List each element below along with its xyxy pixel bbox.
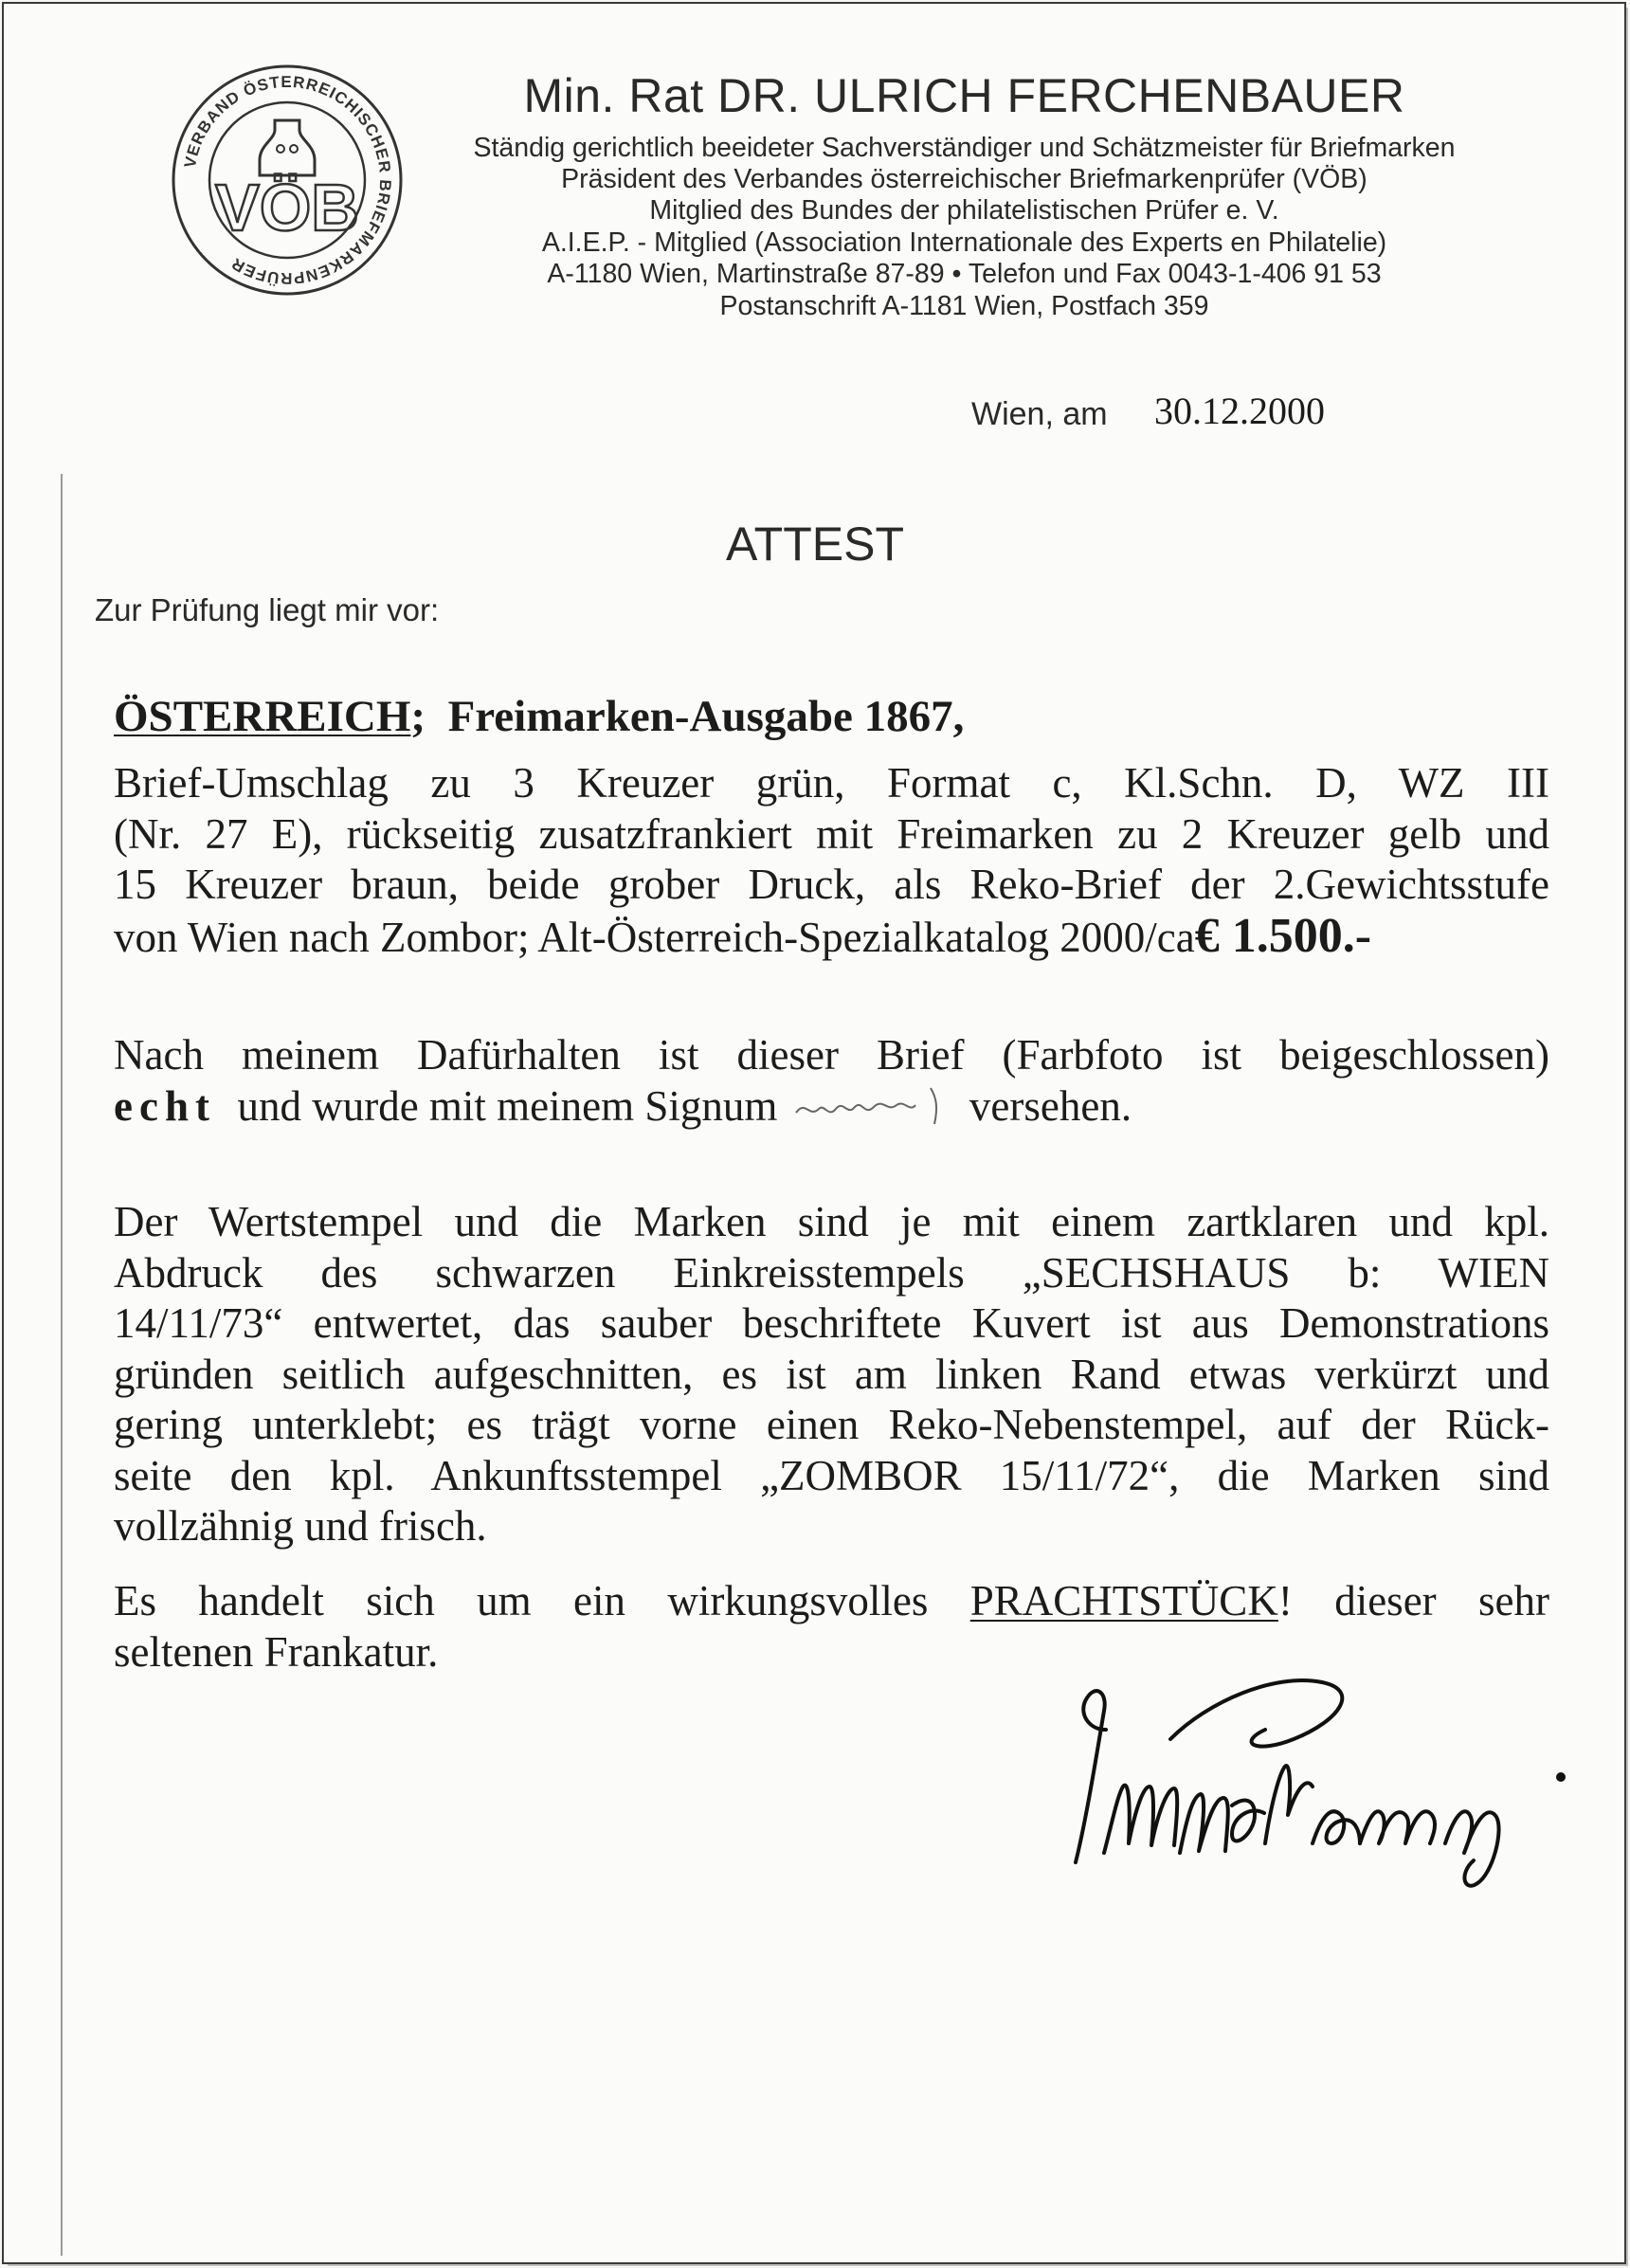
description-line: 15 Kreuzer braun, beide grober Druck, als Reko-Brief der 2.Gewichtsstufe	[114, 861, 1549, 908]
signum-mark	[788, 1082, 959, 1130]
left-margin-line	[61, 474, 63, 2256]
document-title: ATTEST	[726, 517, 904, 571]
description-last-text: von Wien nach Zombor; Alt-Österreich-Spezialkatalog 2000/ca	[114, 913, 1195, 961]
opinion-line	[114, 1081, 1549, 1133]
handwritten-signature	[1038, 1663, 1587, 1900]
description-line-last	[114, 908, 1549, 964]
details-line: 14/11/73“ entwertet, das sauber beschriftete Kuvert ist aus Demonstrations	[114, 1299, 1549, 1347]
description-line: Brief-Umschlag zu 3 Kreuzer grün, Format c, Kl.Schn. D, WZ III	[114, 759, 1549, 807]
conclusion-line-last: seltenen Frankatur.	[114, 1627, 439, 1676]
subject-separator: ;	[410, 692, 426, 741]
conclusion-highlight: PRACHTSTÜCK	[969, 1577, 1278, 1624]
subject-country: ÖSTERREICH	[114, 692, 411, 741]
conclusion-line	[114, 1576, 1549, 1627]
seal-center-text: VÖB	[215, 171, 359, 245]
header-line: Ständig gerichtlich beeideter Sachverständiger und Schätzmeister für Briefmarken	[473, 133, 1456, 163]
opinion-paragraph	[114, 1030, 1549, 1132]
details-paragraph	[114, 1197, 1549, 1552]
verdict-genuine: echt	[114, 1081, 216, 1130]
document-page	[2, 2, 1626, 2264]
conclusion-paragraph	[114, 1576, 1549, 1678]
opinion-line: Nach meinem Dafürhalten ist dieser Brief (Farbfoto ist beigeschlossen)	[114, 1031, 1549, 1079]
expert-name: Min. Rat DR. ULRICH FERCHENBAUER	[523, 69, 1405, 122]
conclusion-post: ! dieser sehr	[1277, 1577, 1550, 1624]
header-line: Präsident des Verbandes österreichischer Briefmarkenprüfer (VÖB)	[561, 164, 1367, 194]
subject-heading	[114, 692, 1549, 743]
seal-ring-text: VERBAND ÖSTERREICHISCHER BRIEFMARKENPRÜFER	[180, 72, 395, 288]
catalog-price: € 1.500.-	[1194, 908, 1372, 963]
date-value: 30.12.2000	[1154, 390, 1325, 432]
opinion-end: versehen.	[969, 1081, 1132, 1130]
opinion-mid: und wurde mit meinem Signum	[237, 1081, 778, 1130]
details-line: Abdruck des schwarzen Einkreisstempels „SECHSHAUS b: WIEN	[114, 1248, 1549, 1297]
details-line: Der Wertstempel und die Marken sind je mit einem zartklaren und kpl.	[114, 1198, 1549, 1245]
description-paragraph	[114, 758, 1549, 963]
voeb-seal-logo	[169, 62, 406, 299]
description-line: (Nr. 27 E), rückseitig zusatzfrankiert mit Freimarken zu 2 Kreuzer gelb und	[114, 809, 1549, 858]
details-line: gründen seitlich aufgeschnitten, es ist am linken Rand etwas verkürzt und	[114, 1350, 1549, 1398]
details-line: seite den kpl. Ankunftsstempel „ZOMBOR 15/11/72“, die Marken sind	[114, 1451, 1549, 1499]
header-line: Mitglied des Bundes der philatelistischen Prüfer e. V.	[649, 195, 1279, 226]
details-line-last: vollzähnig und frisch.	[114, 1502, 487, 1550]
details-line: gering unterklebt; es trägt vorne einen Reko-Nebenstempel, auf der Rück-	[114, 1401, 1549, 1448]
header-line: Postanschrift A-1181 Wien, Postfach 359	[719, 291, 1209, 321]
conclusion-pre: Es handelt sich um ein wirkungsvolles	[114, 1577, 929, 1624]
intro-text: Zur Prüfung liegt mir vor:	[95, 592, 440, 627]
header-line: A-1180 Wien, Martinstraße 87-89 • Telefon und Fax 0043-1-406 91 53	[547, 259, 1382, 289]
header-line: A.I.E.P. - Mitglied (Association Internationale des Experts en Philatelie)	[541, 227, 1387, 258]
date-label: Wien, am	[971, 396, 1108, 432]
subject-issue: Freimarken-Ausgabe 1867,	[447, 692, 965, 741]
